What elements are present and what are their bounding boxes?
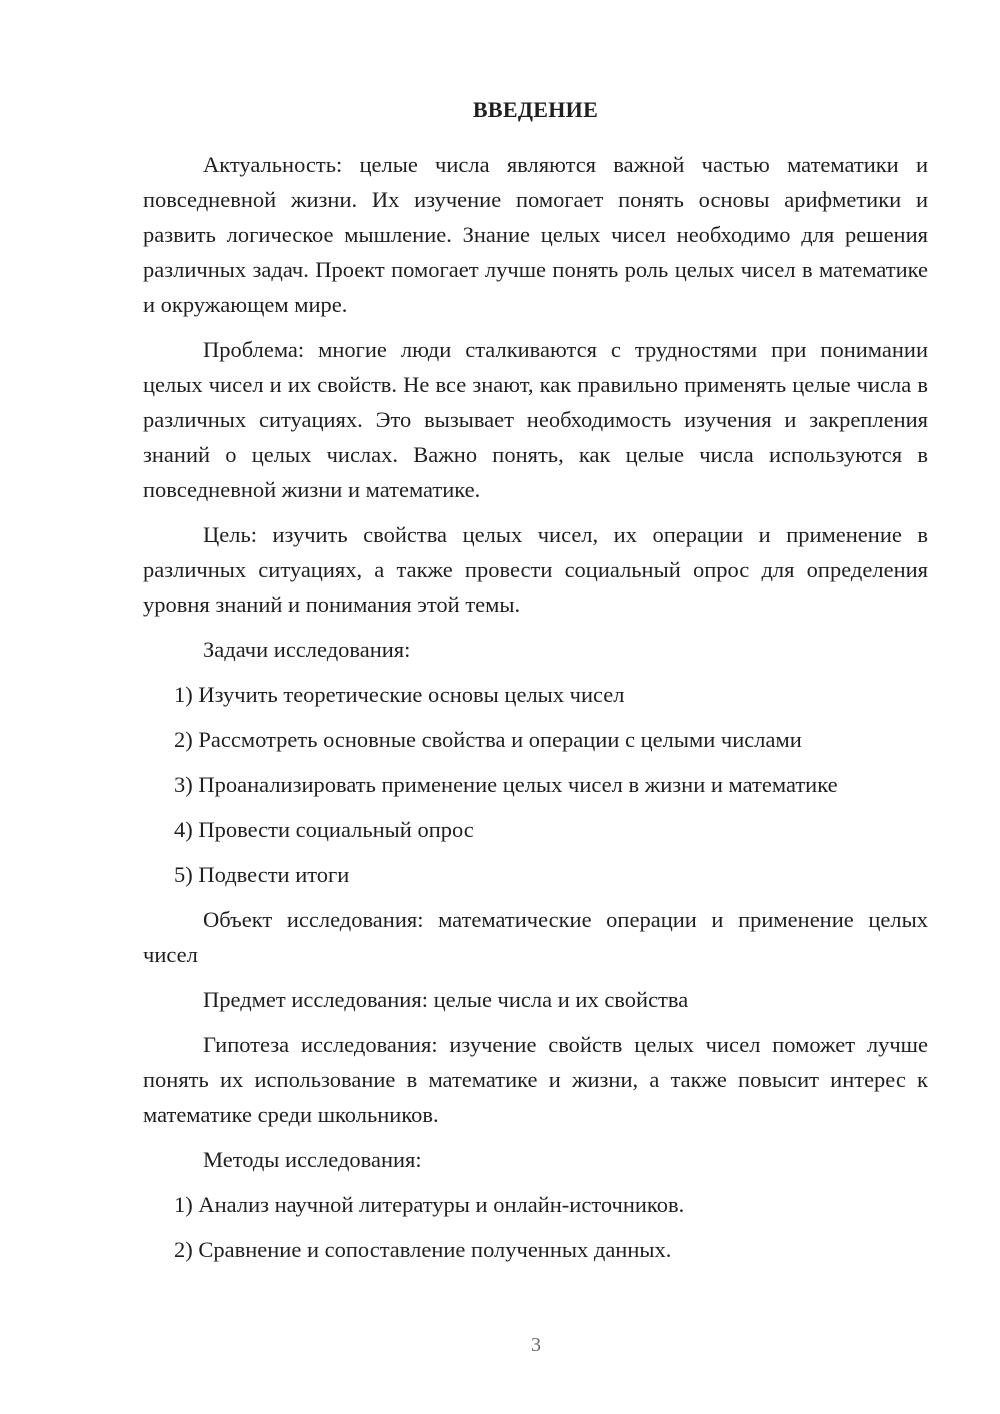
task-item: 2) Рассмотреть основные свойства и операции с целыми числами bbox=[174, 727, 802, 752]
object-paragraph: Объект исследования: математические операции и применение целых чисел bbox=[143, 907, 928, 967]
method-item: 1) Анализ научной литературы и онлайн-источников. bbox=[174, 1192, 685, 1217]
subject-paragraph: Предмет исследования: целые числа и их свойства bbox=[203, 987, 689, 1012]
document-page bbox=[143, 92, 928, 1277]
tasks-heading: Задачи исследования: bbox=[203, 637, 411, 662]
methods-list bbox=[143, 1187, 928, 1267]
relevance-paragraph: Актуальность: целые числа являются важной частью математики и повседневной жизни. Их изучение помогает понять основы арифметики и развить логическое мышление. Знание целых чисел необходимо для решения различных задач. Проект помогает лучше понять роль целых чисел в математике и окружающем мире. bbox=[143, 152, 928, 317]
methods-heading: Методы исследования: bbox=[203, 1147, 422, 1172]
page-number: 3 bbox=[531, 1334, 541, 1356]
task-item: 1) Изучить теоретические основы целых чисел bbox=[174, 682, 625, 707]
task-item: 5) Подвести итоги bbox=[174, 862, 350, 887]
task-item: 4) Провести социальный опрос bbox=[174, 817, 474, 842]
hypothesis-paragraph: Гипотеза исследования: изучение свойств целых чисел поможет лучше понять их использование в математике и жизни, а также повысит интерес к математике среди школьников. bbox=[143, 1032, 928, 1127]
goal-paragraph: Цель: изучить свойства целых чисел, их операции и применение в различных ситуациях, а также провести социальный опрос для определения уровня знаний и понимания этой темы. bbox=[143, 522, 928, 617]
problem-paragraph: Проблема: многие люди сталкиваются с трудностями при понимании целых чисел и их свойств. Не все знают, как правильно применять целые числа в различных ситуациях. Это вызывает необходимость изучения и закрепления знаний о целых числах. Важно понять, как целые числа используются в повседневной жизни и математике. bbox=[143, 337, 928, 502]
page-title: ВВЕДЕНИЕ bbox=[472, 97, 599, 122]
task-item: 3) Проанализировать применение целых чисел в жизни и математике bbox=[174, 772, 838, 797]
method-item: 2) Сравнение и сопоставление полученных данных. bbox=[174, 1237, 672, 1262]
tasks-list bbox=[143, 677, 928, 892]
